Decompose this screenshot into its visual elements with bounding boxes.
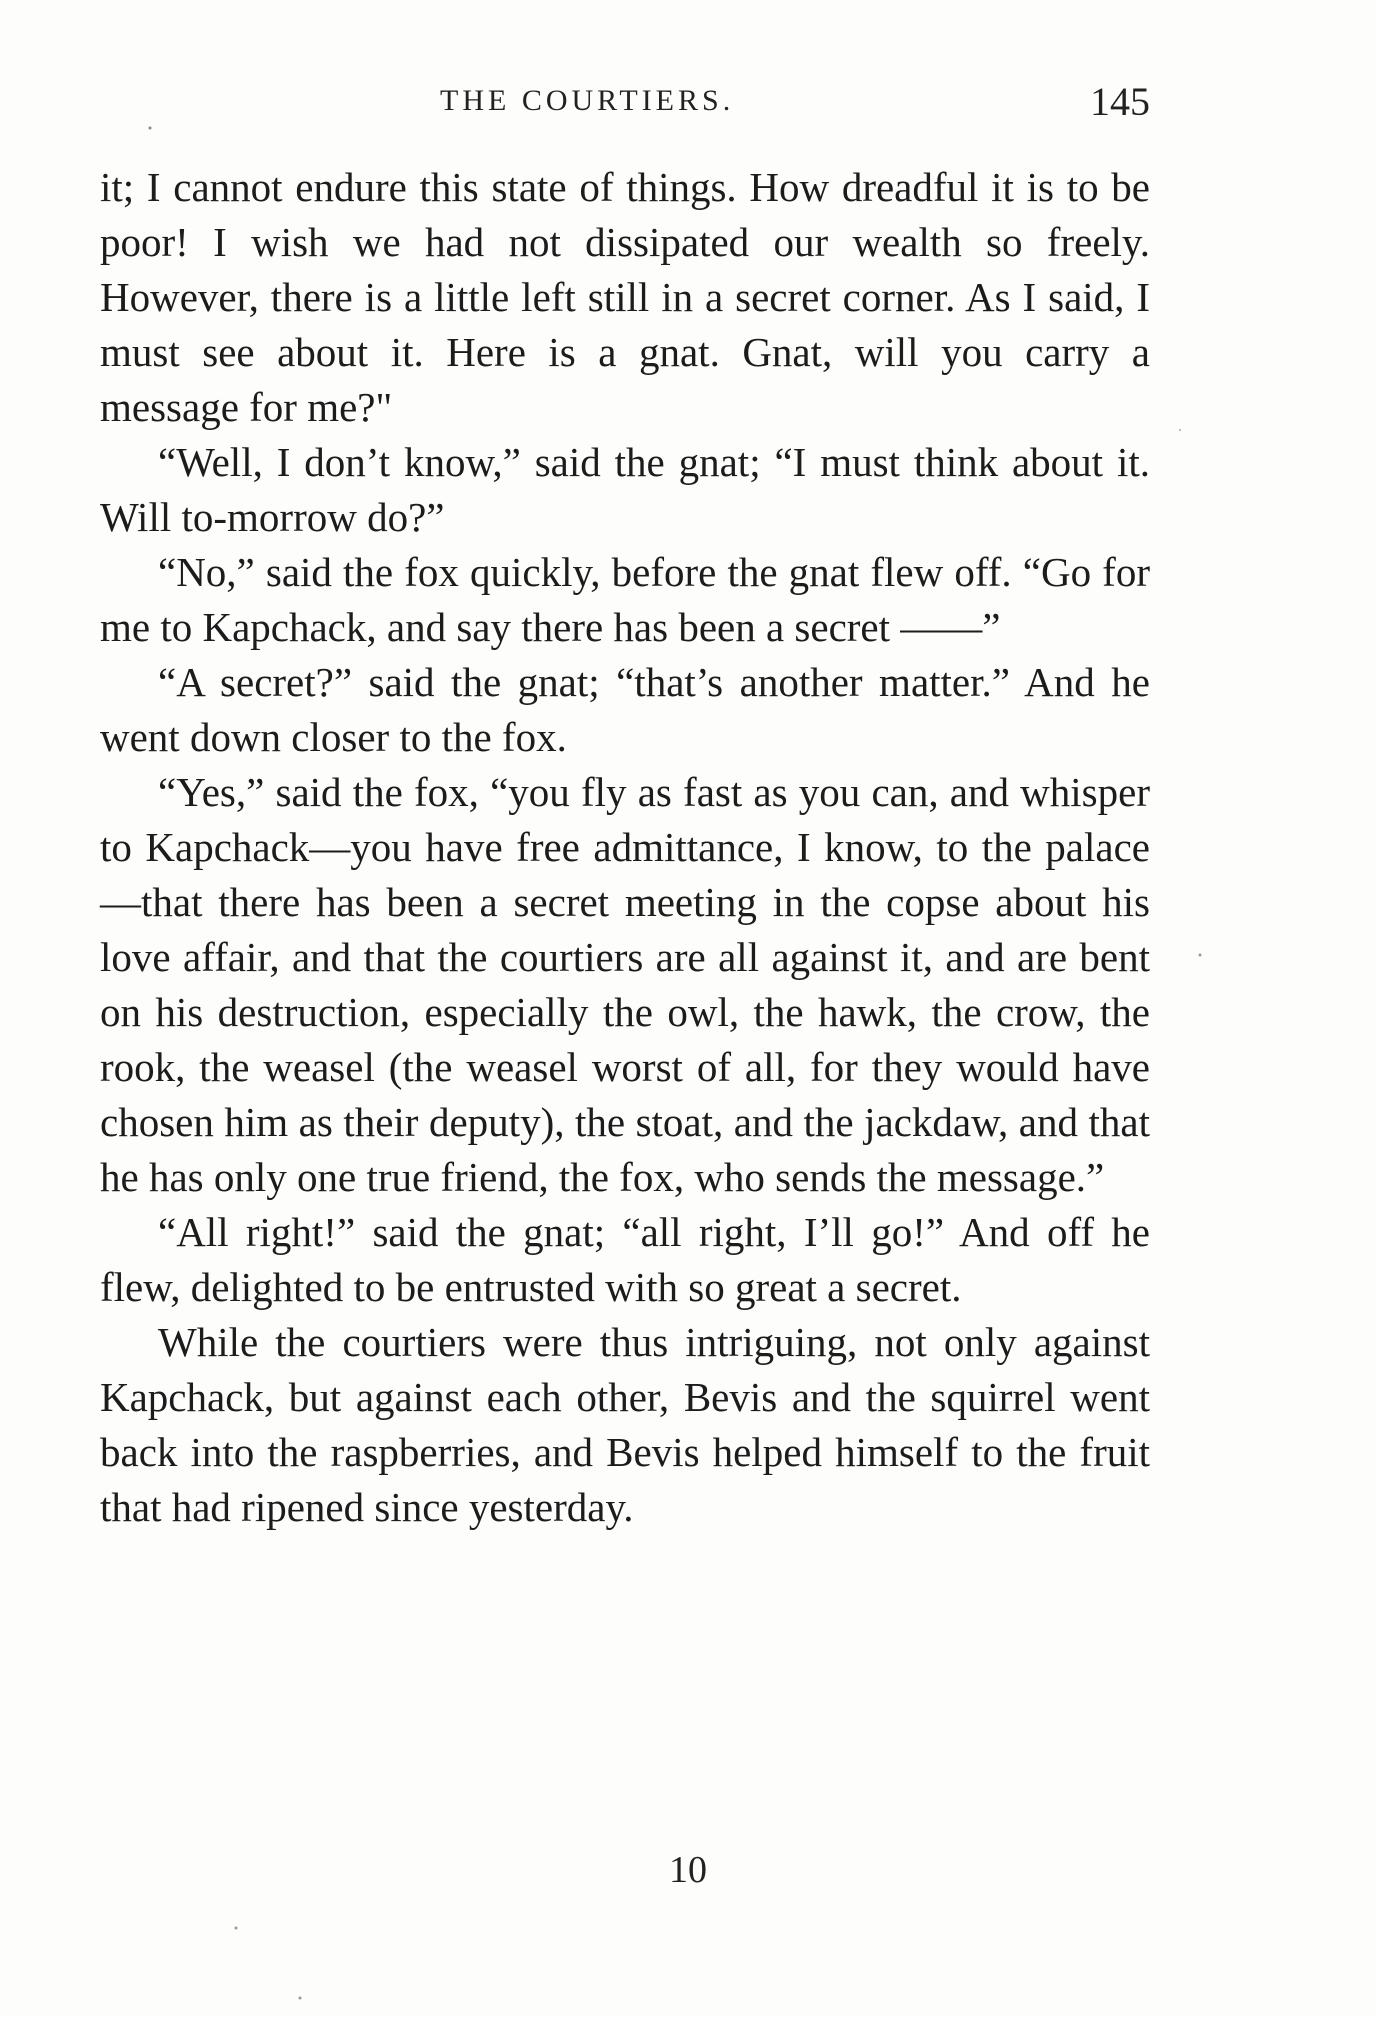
paragraph: “Well, I don’t know,” said the gnat; “I must think about it. Will to-morrow do?” xyxy=(100,439,1150,540)
paragraph: “Yes,” said the fox, “you fly as fast as you can, and whisper to Kapchack—you have free admittance, I know, to the palace—that there has been a secret meeting in the copse about his love affair, and that the courtiers are all against it, and are bent on his destruction, especially the owl, the hawk, the crow, the rook, the weasel (the weasel worst of all, for they would have chosen him as their deputy), the stoat, and the jackdaw, and that he has only one true friend, the fox, who sends the message.” xyxy=(100,769,1150,1200)
page-number: 145 xyxy=(1090,79,1150,124)
signature-mark: 10 xyxy=(669,1849,707,1891)
paragraph: “All right!” said the gnat; “all right, I’ll go!” And off he flew, delighted to be entrusted with so great a secret. xyxy=(100,1209,1150,1310)
running-head xyxy=(100,78,1150,138)
running-title: THE COURTIERS. xyxy=(440,84,735,117)
paragraph: “A secret?” said the gnat; “that’s another matter.” And he went down closer to the fox. xyxy=(100,659,1150,760)
paragraph: While the courtiers were thus intriguing, not only against Kapchack, but against each other, Bevis and the squirrel went back into the raspberries, and Bevis helped himself to the fruit that had ripened since yesterday. xyxy=(100,1319,1150,1530)
paragraph: it; I cannot endure this state of things. How dreadful it is to be poor! I wish we had not dissipated our wealth so freely. However, there is a little left still in a secret corner. As I said, I must see about it. Here is a gnat. Gnat, will you carry a message for me?" xyxy=(100,164,1150,430)
body-text xyxy=(100,160,1150,1535)
paragraph: “No,” said the fox quickly, before the gnat flew off. “Go for me to Kapchack, and say there has been a secret ——” xyxy=(100,549,1150,650)
